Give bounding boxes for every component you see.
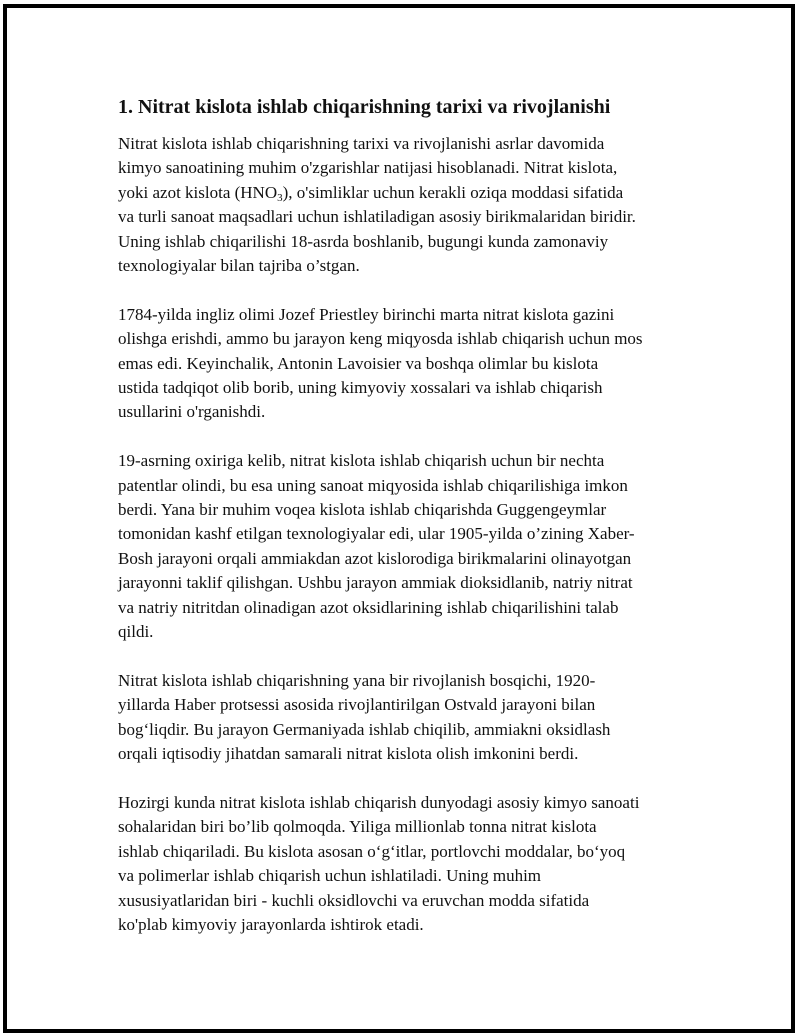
paragraph — [118, 132, 698, 278]
section-heading: 1. Nitrat kislota ishlab chiqarishning tarixi va rivojlanishi — [118, 96, 611, 118]
text-line: Nitrat kislota ishlab chiqarishning yana bir rivojlanish bosqichi, 1920- — [118, 670, 596, 690]
text-line: 19-asrning oxiriga kelib, nitrat kislota ishlab chiqarish uchun bir nechta — [118, 451, 605, 471]
text-line — [118, 181, 698, 205]
text-line: va natriy nitritdan olinadigan azot oksidlarining ishlab chiqarilishini talab — [118, 597, 619, 617]
subscript: 3 — [277, 191, 283, 204]
text-line: va turli sanoat maqsadlari uchun ishlatiladigan asosiy birikmalaridan biridir. — [118, 207, 636, 227]
text-line: Uning ishlab chiqarilishi 18-asrda boshlanib, bugungi kunda zamonaviy — [118, 231, 609, 251]
text-line: 1784-yilda ingliz olimi Jozef Priestley birinchi marta nitrat kislota gazini — [118, 304, 615, 324]
text-segment: yoki azot kislota (HNO — [118, 182, 278, 202]
text-line: kimyo sanoatining muhim o'zgarishlar natijasi hisoblanadi. Nitrat kislota, — [118, 158, 618, 178]
paragraph — [118, 303, 698, 425]
text-line: tomonidan kashf etilgan texnologiyalar edi, ular 1905-yilda o’zining Xaber- — [118, 524, 635, 544]
text-line: emas edi. Keyinchalik, Antonin Lavoisier va boshqa olimlar bu kislota — [118, 353, 599, 373]
text-line: Nitrat kislota ishlab chiqarishning tarixi va rivojlanishi asrlar davomida — [118, 134, 605, 153]
text-line: yillarda Haber protsessi asosida rivojlantirilgan Ostvald jarayoni bilan — [118, 695, 596, 715]
text-line: xususiyatlaridan biri - kuchli oksidlovchi va eruvchan modda sifatida — [118, 890, 590, 910]
text-segment: ), o'simliklar uchun kerakli oziqa moddasi sifatida — [282, 182, 624, 202]
text-line: ko'plab kimyoviy jarayonlarda ishtirok etadi. — [118, 914, 424, 934]
text-line: patentlar olindi, bu esa uning sanoat miqyosida ishlab chiqarilishiga imkon — [118, 475, 628, 495]
text-line: orqali iqtisodiy jihatdan samarali nitrat kislota olish imkonini berdi. — [118, 744, 579, 764]
text-line: sohalaridan biri bo’lib qolmoqda. Yiliga millionlab tonna nitrat kislota — [118, 817, 597, 837]
text-line: Bosh jarayoni orqali ammiakdan azot kislorodiga birikmalarini olinayotgan — [118, 548, 632, 568]
text-line: olishga erishdi, ammo bu jarayon keng miqyosda ishlab chiqarish uchun mos — [118, 329, 643, 349]
text-line: bog‘liqdir. Bu jarayon Germaniyada ishlab chiqilib, ammiakni oksidlash — [118, 719, 611, 739]
text-line: texnologiyalar bilan tajriba o’stgan. — [118, 256, 360, 276]
text-line: Hozirgi kunda nitrat kislota ishlab chiqarish dunyodagi asosiy kimyo sanoati — [118, 792, 640, 812]
text-line: ustida tadqiqot olib borib, uning kimyoviy xossalari va ishlab chiqarish — [118, 378, 603, 398]
document-body — [118, 94, 698, 962]
text-line: berdi. Yana bir muhim voqea kislota ishlab chiqarishda Guggengeymlar — [118, 500, 607, 520]
paragraph — [118, 791, 698, 937]
text-line: qildi. — [118, 622, 154, 642]
text-line: jarayonni taklif qilishgan. Ushbu jarayon ammiak dioksidlanib, natriy nitrat — [118, 573, 633, 593]
text-line: ishlab chiqariladi. Bu kislota asosan o‘g‘itlar, portlovchi moddalar, bo‘yoq — [118, 841, 626, 861]
text-line: va polimerlar ishlab chiqarish uchun ishlatiladi. Uning muhim — [118, 866, 542, 886]
paragraph — [118, 449, 698, 644]
text-line: usullarini o'rganishdi. — [118, 402, 266, 422]
paragraph — [118, 669, 698, 767]
paragraphs-container — [118, 132, 698, 937]
